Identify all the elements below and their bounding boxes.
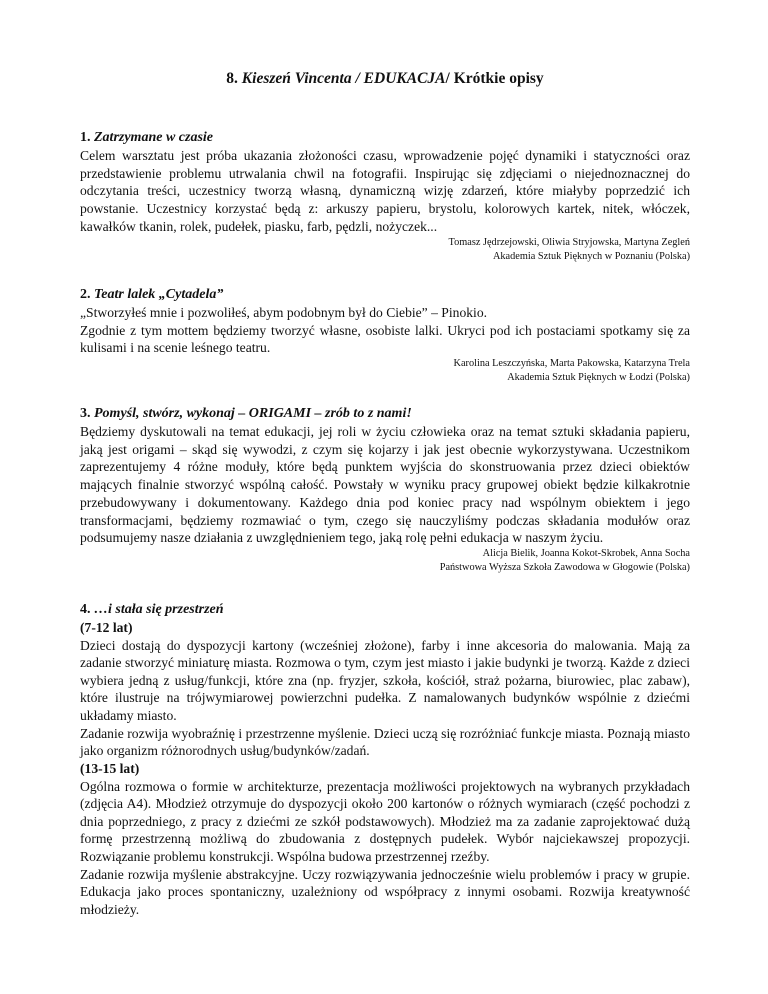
- section-paragraph: Zadanie rozwija wyobraźnię i przestrzenne myślenie. Dzieci uczą się rozróżniać funkcje miasta. Poznają miasto jako organizm różnorodnych usług/budynków/zadań.: [80, 725, 690, 759]
- section-heading: 3. Pomyśl, stwórz, wykonaj – ORIGAMI – zrób to z nami!: [80, 406, 412, 421]
- section-paragraph: „Stworzyłeś mnie i pozwoliłeś, abym podobnym był do Ciebie” – Pinokio.: [80, 305, 488, 320]
- section-2: [80, 285, 690, 385]
- section-paragraph: Zadanie rozwija myślenie abstrakcyjne. Uczy rozwiązywania jednocześnie wielu problemów i pracy w grupie. Edukacja jako proces spontaniczny, uzależniony od współpracy z innymi osobami. Rozwija kreatywność młodzieży.: [80, 866, 690, 917]
- category-name: EDUKACJA: [363, 70, 446, 87]
- credit-institution: Akademia Sztuk Pięknych w Poznaniu (Polska): [492, 250, 690, 262]
- section-paragraph: Ogólna rozmowa o formie w architekturze, prezentacja możliwości projektowych na wybranych przykładach (zdjęcia A4). Młodzież otrzymuje do dyspozycji około 200 kartonów o różnych wymiarach (część pochodzi z dnia poprzedniego, z pracy z dziećmi ze szkół podstawowych). Młodzież ma za zadanie zaprojektować dużą formę przestrzenną możliwą do zbudowania z dostępnych pudełek. Wybór najciekawszej propozycji. Rozwiązanie problemu konstrukcji. Wspólna budowa przestrzennej rzeźby.: [80, 778, 690, 864]
- section-1: [80, 128, 690, 264]
- age-group-label: (7-12 lat): [80, 620, 133, 635]
- section-paragraph: Będziemy dyskutowali na temat edukacji, jej roli w życiu człowieka oraz na temat sztuki składania papieru, jaką jest origami – skąd się wywodzi, z czym się kojarzy i jak jest obecnie wykorzystywana. Uczestnikom zaprezentujemy 4 różne moduły, które będą punktem wyjścia do skonstruowania przez dzieci obiektów mających finalnie stworzyć wspólną całość. Powstały w wyniku pracy grupowej obiekt będzie kilkakrotnie przebudowywany i dokumentowany. Każdego dnia pod koniec pracy nad wspólnym obiektem i jego transformacjami, będziemy rozmawiać o tym, czego się nauczyliśmy podczas składania modułów oraz podsumujemy nasze działania z uwzględnieniem tego, jaką rolę pełni edukacja w naszym życiu.: [80, 424, 690, 546]
- credit-names: Alicja Bielik, Joanna Kokot-Skrobek, Anna Socha: [482, 547, 690, 559]
- section-paragraph: Zgodnie z tym mottem będziemy tworzyć własne, osobiste lalki. Ukryci pod ich postaciami spotkamy się za kulisami i na scenie leśnego teatru.: [80, 322, 690, 356]
- section-heading: 4. …i stała się przestrzeń: [80, 602, 224, 617]
- age-group-label: (13-15 lat): [80, 760, 140, 776]
- section-4: [80, 600, 690, 918]
- section-heading: 1. Zatrzymane w czasie: [80, 130, 213, 145]
- credit-institution: Państwowa Wyższa Szkoła Zawodowa w Głogowie (Polska): [439, 561, 690, 573]
- section-3: [80, 404, 690, 575]
- project-name: Kieszeń Vincenta: [241, 70, 352, 87]
- credit-names: Tomasz Jędrzejowski, Oliwia Stryjowska, Martyna Zegleń: [448, 236, 690, 248]
- section-paragraph: Celem warsztatu jest próba ukazania złożoności czasu, wprowadzenie pojęć dynamiki i statyczności oraz przedstawienie problemu utrwalania chwil na fotografii. Inspirując się zdjęciami o niejednoznacznej do odczytania treści, uczestnicy tworzą własną, dynamiczną wizję zdarzeń, które miałyby poprzedzić ich powstanie. Uczestnicy korzystać będą z: arkuszy papieru, brystolu, kolorowych kartek, nitek, włóczek, kawałków tkanin, rolek, pudełek, piasku, farb, pędzli, nożyczek...: [80, 148, 690, 234]
- section-paragraph: Dzieci dostają do dyspozycji kartony (wcześniej złożone), farby i inne akcesoria do malowania. Mają za zadanie stworzyć miniaturę miasta. Rozmowa o tym, czym jest miasto i jakie budynki je tworzą. Każde z dzieci wybiera jedną z usług/funkcji, które zna (np. fryzjer, szkoła, kościół, straż pożarna, biurowiec, plac zabaw), które ilustruje na trójwymiarowej powierzchni pudełka. Z namalowanych budynków wspólnie z dziećmi układamy miasto.: [80, 637, 690, 724]
- credit-names: Karolina Leszczyńska, Marta Pakowska, Katarzyna Trela: [453, 358, 690, 370]
- section-heading: 2. Teatr lalek „Cytadela”: [80, 287, 224, 302]
- credit-institution: Akademia Sztuk Pięknych w Łodzi (Polska): [507, 372, 690, 384]
- page-title: 8. Kieszeń Vincenta / EDUKACJA/ Krótkie opisy: [226, 70, 544, 87]
